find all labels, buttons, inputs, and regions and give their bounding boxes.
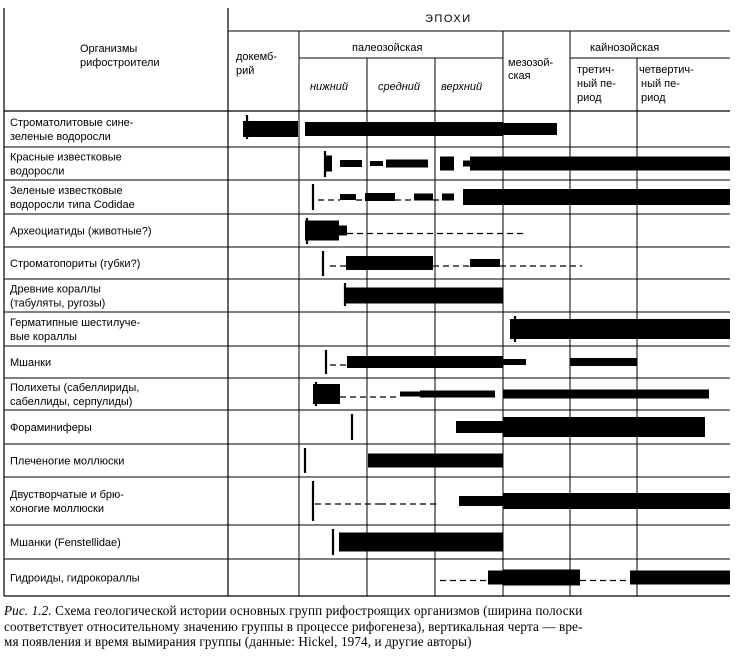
organism-label: Двустворчатые и брю- [10, 489, 124, 501]
precambrian-header-line2: рий [236, 65, 255, 77]
organism-label: Мшанки [10, 357, 52, 369]
range-bar [340, 160, 362, 167]
range-bar [456, 421, 503, 433]
range-bar [442, 194, 454, 201]
range-bar [420, 391, 495, 398]
organism-label: вые кораллы [10, 331, 77, 343]
organism-label: Археоциатиды (животные?) [10, 225, 152, 238]
range-bar [340, 194, 356, 200]
range-bar [470, 157, 730, 171]
range-bar [503, 417, 705, 437]
range-bar [414, 194, 433, 201]
range-bars [243, 115, 730, 586]
organism-label: Древние кораллы [10, 283, 101, 296]
organisms-header-line1: Организмы [80, 43, 138, 55]
precambrian-header-line1: докемб- [236, 51, 277, 63]
range-bar [463, 189, 730, 205]
range-bar [503, 493, 730, 509]
organism-label: Плеченогие моллюски [10, 455, 125, 468]
organism-label: Мшанки (Fenstellidae) [10, 537, 121, 549]
tertiary-header-line3: риод [577, 92, 602, 104]
tertiary-header-line2: ный пе- [577, 78, 616, 90]
range-bar [346, 256, 433, 270]
figure-number: Рис. 1.2. [4, 603, 52, 618]
caption-line-2: соответствует относительному значению группы в процессе рифогенеза), вертикальная черта — вре- [4, 618, 583, 634]
range-bar [470, 259, 500, 267]
range-bar [339, 533, 503, 552]
epochs-header: ЭПОХИ [425, 13, 472, 25]
organism-label: водоросли типа Codidae [10, 199, 135, 211]
organism-label: хоногие моллюски [10, 503, 104, 515]
upper-header: верхний [441, 81, 483, 93]
organism-label: зеленые водоросли [10, 131, 111, 143]
range-bar [630, 571, 730, 585]
organism-label: (табуляты, ругозы) [10, 297, 106, 310]
range-bar [510, 319, 730, 339]
mesozoic-header-line2: ская [508, 70, 531, 82]
quaternary-header-line1: четвертич- [639, 64, 694, 76]
tertiary-header-line1: третич- [577, 64, 615, 76]
range-bar [347, 356, 503, 368]
range-bar [305, 221, 339, 241]
organism-label: Герматипные шестилуче- [10, 317, 141, 329]
figure-caption [4, 603, 744, 650]
organism-label: Строматолитовые сине- [10, 117, 134, 129]
range-bar [365, 193, 395, 201]
middle-header: средний [378, 81, 420, 93]
quaternary-header-line2: ный пе- [641, 78, 680, 90]
range-bar [503, 123, 557, 135]
caption-line-1-text: Схема геологической истории основных групп рифостроящих организмов (ширина полоски [51, 603, 583, 618]
organism-label: Строматопориты (губки?) [10, 258, 141, 270]
range-bar [368, 454, 503, 468]
organism-label: Красные известковые [10, 151, 122, 164]
range-bar [488, 571, 503, 585]
organism-label: Зеленые известковые [10, 185, 123, 197]
range-bar [400, 392, 420, 397]
range-bar [305, 122, 503, 136]
organism-label: Гидроиды, гидрокораллы [10, 572, 140, 585]
organism-label: Полихеты (сабеллириды, [10, 382, 140, 394]
range-bar [503, 570, 580, 586]
range-bar [503, 390, 709, 399]
range-bar [459, 496, 503, 506]
caption-line-1 [4, 603, 744, 619]
organism-label: водоросли [10, 165, 65, 178]
range-bar [570, 358, 637, 366]
organism-label: Фораминиферы [10, 422, 92, 434]
range-bar [503, 359, 526, 365]
range-bar [440, 157, 454, 171]
range-bar [386, 160, 428, 168]
organism-label: сабеллиды, серпулиды) [10, 396, 133, 408]
mesozoic-header-line1: мезозой- [508, 57, 554, 69]
quaternary-header-line3: риод [641, 92, 666, 104]
range-bar [370, 161, 383, 166]
caption-line-3: мя появления и время вымирания группы (данные: Hickel, 1974, и другие авторы) [4, 634, 472, 649]
range-bar [243, 121, 298, 137]
range-bar [463, 161, 470, 167]
range-bar [345, 288, 503, 304]
paleozoic-header: палеозойская [352, 42, 423, 54]
lower-header: нижний [310, 81, 349, 93]
organisms-header-line2: рифостроители [80, 57, 160, 69]
cenozoic-header: кайнозойская [590, 42, 660, 54]
range-bar [339, 226, 347, 236]
